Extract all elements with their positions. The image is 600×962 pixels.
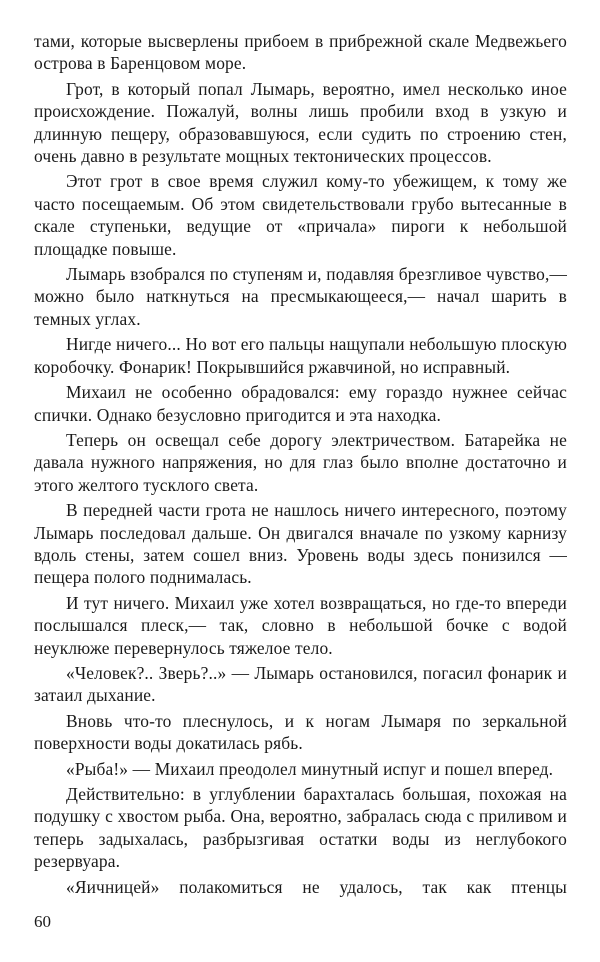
paragraph-3: Этот грот в свое время служил кому-то убежищем, к тому же часто посещаемым. Об этом свидетельствовали грубо вытесанные в скале ступеньки, ведущие от «причала» пироги к небольшой площадке повыше. xyxy=(34,171,567,259)
paragraph-9: И тут ничего. Михаил уже хотел возвращаться, но где-то впереди послышался плеск,— так, словно в небольшой бочке с водой неуклюже перевернулось тяжелое тело. xyxy=(34,592,567,658)
paragraph-13: Действительно: в углублении барахталась большая, похожая на подушку с хвостом рыба. Она, вероятно, забралась сюда с приливом и теперь задыхалась, разбрызгивая остатки воды из неглубокого резервуара. xyxy=(34,784,567,872)
paragraph-6: Михаил не особенно обрадовался: ему гораздо нужнее сейчас спички. Однако безусловно пригодится и эта находка. xyxy=(34,382,567,425)
paragraph-5: Нигде ничего... Но вот его пальцы нащупали небольшую плоскую коробочку. Фонарик! Покрывшийся ржавчиной, но исправный. xyxy=(34,334,567,377)
paragraph-14: «Яичницей» полакомиться не удалось, так как птенцы xyxy=(66,876,567,897)
paragraph-10: «Человек?.. Зверь?..» — Лымарь остановился, погасил фонарик и затаил дыхание. xyxy=(34,662,567,706)
page-number: 60 xyxy=(34,912,51,931)
body-text xyxy=(34,30,567,901)
paragraph-7: Теперь он освещал себе дорогу электричеством. Батарейка не давала нужного напряжения, но для глаз было вполне достаточно и этого желтого тусклого света. xyxy=(34,429,567,495)
paragraph-1: тами, которые высверлены прибоем в прибрежной скале Медвежьего острова в Баренцовом море. xyxy=(34,31,567,74)
paragraph-8: В передней части грота не нашлось ничего интересного, поэтому Лымарь последовал дальше. Он двигался вначале по узкому карнизу вдоль стены, затем сошел вниз. Уровень воды здесь понизился — пещера полого поднималась. xyxy=(34,500,567,588)
paragraph-2: Грот, в который попал Лымарь, вероятно, имел несколько иное происхождение. Пожалуй, волны лишь пробили вход в узкую и длинную пещеру, образовавшуюся, если судить по строению стен, очень давно в результате мощных тектонических процессов. xyxy=(34,78,567,167)
paragraph-4: Лымарь взобрался по ступеням и, подавляя брезгливое чувство,— можно было наткнуться на пресмыкающееся,— начал шарить в темных углах. xyxy=(34,264,567,329)
paragraph-11: Вновь что-то плеснулось, и к ногам Лымаря по зеркальной поверхности воды докатилась рябь. xyxy=(34,710,567,754)
paragraph-12: «Рыба!» — Михаил преодолел минутный испуг и пошел вперед. xyxy=(66,758,554,779)
